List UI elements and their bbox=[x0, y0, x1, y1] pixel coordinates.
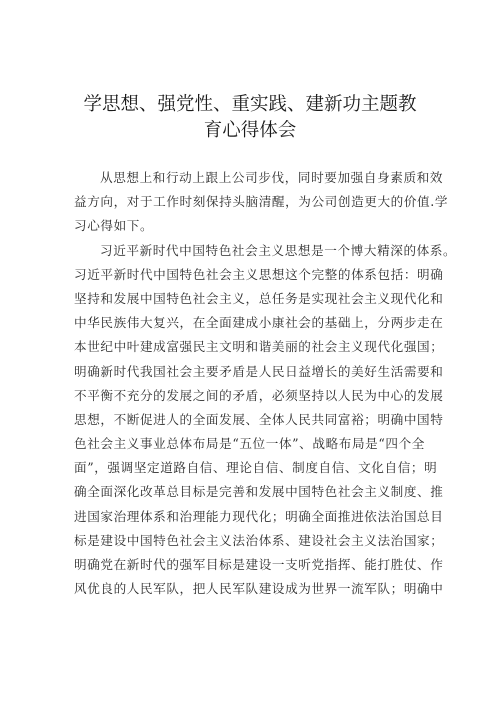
paragraph-1 bbox=[74, 166, 449, 239]
paragraph-line: 面”，强调坚定道路自信、理论自信、制度自信、文化自信；明 bbox=[74, 460, 438, 476]
paragraph-line: 从思想上和行动上跟上公司步伐，同时要加强自身素质和效 bbox=[100, 170, 444, 185]
paragraph-2 bbox=[74, 239, 457, 602]
paragraph-line: 中华民族伟大复兴，在全面建成小康社会的基础上，分两步走在 bbox=[74, 315, 444, 331]
document-body bbox=[74, 166, 457, 601]
paragraph-line: 明确新时代我国社会主要矛盾是人民日益增长的美好生活需要和 bbox=[74, 363, 444, 379]
paragraph-line: 习心得如下。 bbox=[74, 218, 154, 234]
paragraph-line: 不平衡不充分的发展之间的矛盾，必须坚持以人民为中心的发展 bbox=[74, 387, 444, 403]
paragraph-line: 进国家治理体系和治理能力现代化；明确全面推进依法治国总目 bbox=[74, 508, 444, 524]
paragraph-line: 坚持和发展中国特色社会主义，总任务是实现社会主义现代化和 bbox=[74, 290, 444, 306]
paragraph-line: 明确党在新时代的强军目标是建设一支听党指挥、能打胜仗、作 bbox=[74, 557, 444, 572]
paragraph-line: 色社会主义事业总体布局是“五位一体”、战略布局是“四个全 bbox=[74, 436, 425, 452]
paragraph-line: 习近平新时代中国特色社会主义思想这个完整的体系包括：明确 bbox=[74, 266, 444, 282]
document-title bbox=[60, 92, 440, 144]
title-line-2: 育心得体会 bbox=[203, 120, 297, 141]
paragraph-line: 风优良的人民军队，把人民军队建设成为世界一流军队；明确中 bbox=[74, 581, 444, 597]
paragraph-line: 标是建设中国特色社会主义法治体系、建设社会主义法治国家； bbox=[74, 532, 444, 548]
paragraph-line: 思想，不断促进人的全面发展、全体人民共同富裕；明确中国特 bbox=[74, 411, 444, 427]
paragraph-line: 本世纪中叶建成富强民主文明和谐美丽的社会主义现代化强国； bbox=[74, 339, 444, 355]
paragraph-line: 确全面深化改革总目标是完善和发展中国特色社会主义制度、推 bbox=[74, 484, 444, 500]
title-line-1: 学思想、强党性、重实践、建新功主题教 bbox=[83, 94, 417, 115]
paragraph-line: 益方向，对于工作时刻保持头脑清醒，为公司创造更大的价值.学 bbox=[74, 194, 449, 210]
paragraph-line: 习近平新时代中国特色社会主义思想是一个博大精深的体系。 bbox=[100, 242, 457, 258]
